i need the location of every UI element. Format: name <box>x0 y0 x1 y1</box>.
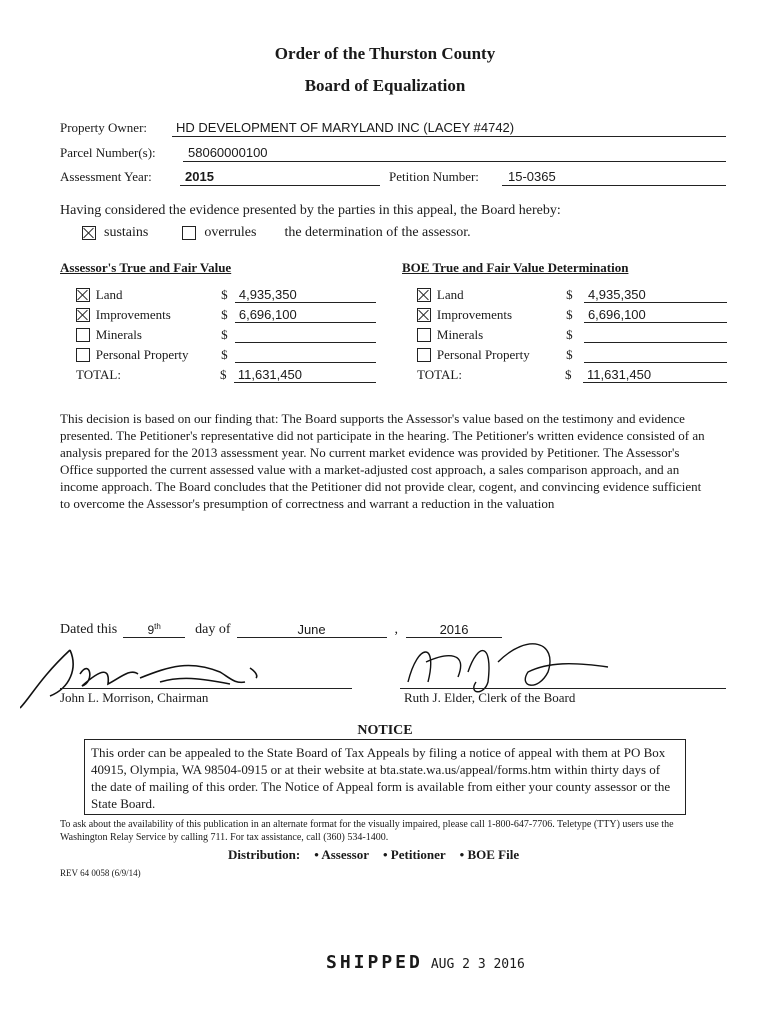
dollar-sign: $ <box>221 307 228 322</box>
clerk-sign-line <box>400 688 726 689</box>
petition-field <box>502 168 726 186</box>
boe-land-label: Land <box>436 287 464 302</box>
dollar-sign: $ <box>566 287 573 302</box>
notice-title: NOTICE <box>357 723 413 738</box>
title-line-2: Board of Equalization <box>304 76 466 95</box>
assessor-improvements-checkbox[interactable] <box>76 308 90 322</box>
assessor-personal-checkbox[interactable] <box>76 348 90 362</box>
dollar-sign: $ <box>221 287 228 302</box>
assessor-header: Assessor's True and Fair Value <box>60 260 232 275</box>
dated-comma: , <box>394 622 399 637</box>
assessor-personal-value <box>235 348 376 363</box>
sustains-checkbox[interactable] <box>82 226 96 240</box>
owner-label: Property Owner: <box>60 120 148 135</box>
dated-day-field <box>123 622 185 638</box>
year-field <box>180 168 380 186</box>
owner-field <box>172 119 726 137</box>
dated-day-suffix: th <box>154 622 161 631</box>
boe-row-total <box>417 365 727 385</box>
petition-value: 15-0365 <box>508 169 556 184</box>
dollar-sign: $ <box>566 307 573 322</box>
dollar-sign: $ <box>566 347 573 362</box>
overrules-checkbox[interactable] <box>182 226 196 240</box>
assessor-total-label: TOTAL: <box>76 367 121 382</box>
boe-personal-checkbox[interactable] <box>417 348 431 362</box>
assessor-total-value: 11,631,450 <box>234 367 376 383</box>
assessor-land-checkbox[interactable] <box>76 288 90 302</box>
assessor-minerals-value <box>235 328 376 343</box>
assessor-table <box>76 285 376 385</box>
notice-box <box>84 739 686 815</box>
year-value: 2015 <box>185 169 214 184</box>
dated-day-value: 9 <box>147 623 155 637</box>
boe-improvements-label: Improvements <box>436 307 513 322</box>
assessor-row-personal <box>76 345 376 365</box>
boe-land-value: 4,935,350 <box>584 287 727 303</box>
shipped-stamp <box>326 952 525 973</box>
boe-minerals-checkbox[interactable] <box>417 328 431 342</box>
boe-personal-label: Personal Property <box>436 347 530 362</box>
distribution-assessor: • Assessor <box>314 847 369 862</box>
petition-label: Petition Number: <box>389 169 479 184</box>
distribution-line <box>228 847 519 863</box>
dollar-sign: $ <box>221 327 228 342</box>
dollar-sign: $ <box>565 367 572 382</box>
boe-table <box>417 285 727 385</box>
boe-land-checkbox[interactable] <box>417 288 431 302</box>
year-label: Assessment Year: <box>60 169 152 184</box>
boe-personal-value <box>584 348 727 363</box>
parcel-value: 58060000100 <box>188 145 268 160</box>
distribution-label: Distribution: <box>228 847 301 862</box>
dollar-sign: $ <box>566 327 573 342</box>
chairman-name: John L. Morrison, Chairman <box>60 690 209 705</box>
assessor-minerals-label: Minerals <box>95 327 142 342</box>
distribution-petitioner: • Petitioner <box>382 847 446 862</box>
dated-month-value: June <box>237 622 387 638</box>
assessor-land-label: Land <box>95 287 123 302</box>
assessor-row-land <box>76 285 376 305</box>
notice-text: This order can be appealed to the State Board of Tax Appeals by filing a notice of appeal with them at PO Box 40915, Olympia, WA 98504-0915 or at their website at bta.state.wa.us/appeal/forms.htm within thirty days of the date of mailing of this order. The Notice of Appeal form is available from either your county assessor or the State Board. <box>91 745 671 811</box>
distribution-boe: • BOE File <box>459 847 520 862</box>
boe-minerals-label: Minerals <box>436 327 484 342</box>
accessibility-text: To ask about the availability of this publication in an alternate format for the visually impaired, please call 1-800-647-7706. Teletype (TTY) users use the Washington Relay Service by calling 711. For tax assistance, call (360) 534-1400. <box>60 819 674 843</box>
chairman-sign-line <box>60 688 352 689</box>
title-line-1: Order of the Thurston County <box>274 44 496 63</box>
boe-total-label: TOTAL: <box>417 367 462 382</box>
assessor-personal-label: Personal Property <box>95 347 189 362</box>
boe-row-land <box>417 285 727 305</box>
assessor-row-minerals <box>76 325 376 345</box>
clerk-name: Ruth J. Elder, Clerk of the Board <box>404 690 576 705</box>
boe-header: BOE True and Fair Value Determination <box>402 260 629 275</box>
sustains-label: sustains <box>104 225 149 240</box>
day-of-label: day of <box>195 622 231 637</box>
boe-row-personal <box>417 345 727 365</box>
decision-intro: Having considered the evidence presented by the parties in this appeal, the Board hereby: <box>60 203 561 218</box>
parcel-field <box>183 144 726 162</box>
boe-row-improvements <box>417 305 727 325</box>
assessor-minerals-checkbox[interactable] <box>76 328 90 342</box>
dollar-sign: $ <box>221 347 228 362</box>
assessor-improvements-label: Improvements <box>95 307 171 322</box>
decision-tail: the determination of the assessor. <box>284 225 471 240</box>
boe-minerals-value <box>584 328 727 343</box>
boe-total-value: 11,631,450 <box>583 367 727 383</box>
assessor-row-improvements <box>76 305 376 325</box>
parcel-label: Parcel Number(s): <box>60 145 156 160</box>
assessor-land-value: 4,935,350 <box>235 287 376 303</box>
shipped-date: AUG 2 3 2016 <box>430 957 525 972</box>
form-revision: REV 64 0058 (6/9/14) <box>60 868 141 878</box>
boe-improvements-value: 6,696,100 <box>584 307 727 323</box>
dated-year-value: 2016 <box>406 622 502 638</box>
finding-paragraph: This decision is based on our finding that: The Board supports the Assessor's value based on the testimony and evidence presented. The Petitioner's representative did not participate in the hearing. The Petitioner's written evidence consisted of an analysis prepared for the 2013 assessment year. No current market evidence was provided by Petitioner. The Assessor's Office supported the current assessed value with a market-adjusted cost approach, a sales comparison approach, and an income approach. The Board concludes that the Petitioner did not provide clear, cogent, and convincing evidence sufficient to overcome the Assessor's presumption of correctness and warrant a reduction in the valuation <box>60 411 705 511</box>
decision-options <box>82 225 471 241</box>
dated-this-label: Dated this <box>60 622 118 637</box>
boe-row-minerals <box>417 325 727 345</box>
owner-value: HD DEVELOPMENT OF MARYLAND INC (LACEY #4742) <box>176 120 515 135</box>
boe-improvements-checkbox[interactable] <box>417 308 431 322</box>
assessor-improvements-value: 6,696,100 <box>235 307 376 323</box>
assessor-row-total <box>76 365 376 385</box>
dollar-sign: $ <box>220 367 227 382</box>
overrules-label: overrules <box>204 225 257 240</box>
shipped-word: SHIPPED <box>326 952 423 973</box>
